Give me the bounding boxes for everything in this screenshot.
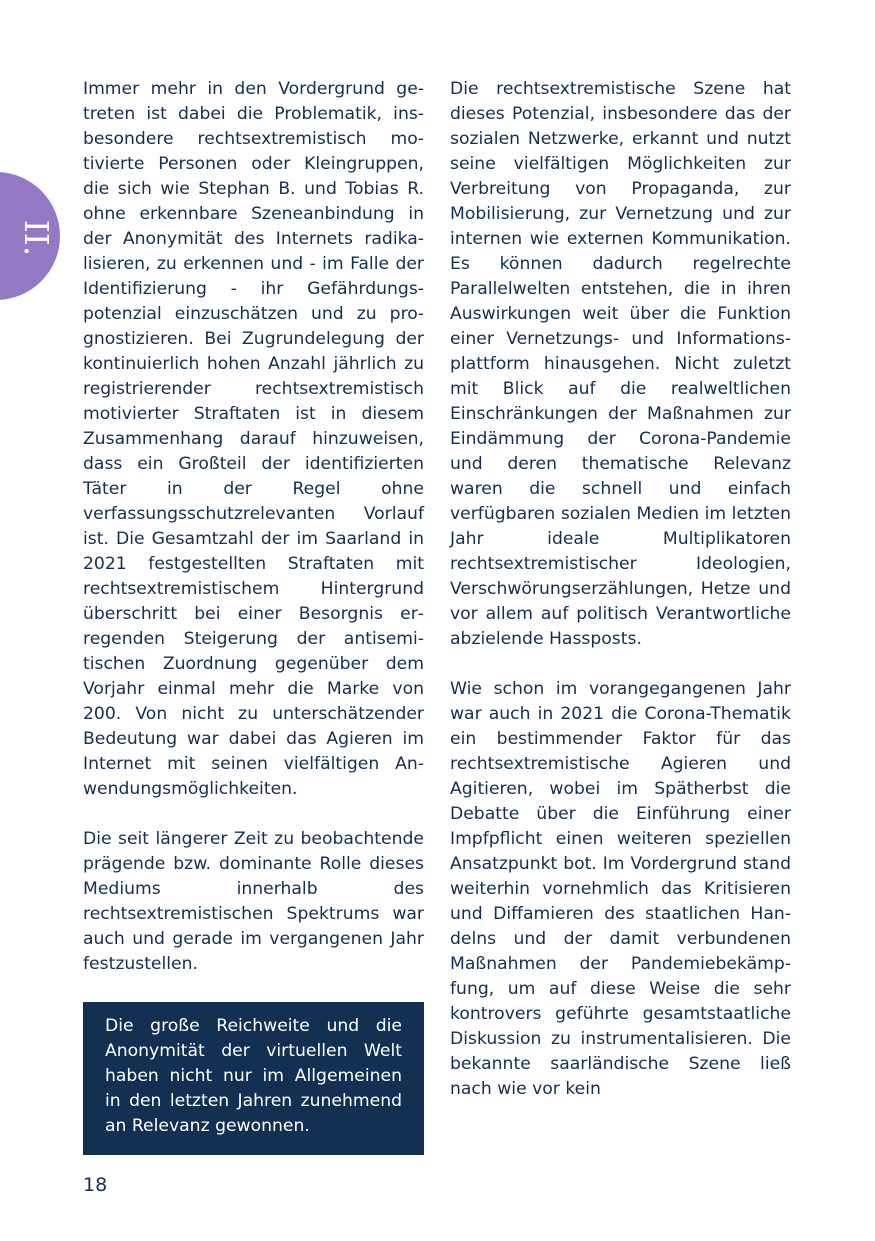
left-column [83,77,424,1155]
highlight-box [83,1002,424,1155]
body-paragraph: Die rechtsextremistische Szene hat dieses Potenzial, insbesondere das der sozialen Netzwerke, erkannt und nutzt seine vielfältigen Möglichkeiten zur Verbreitung von Propaganda, zur Mobilisierung, zur Vernetzung und zur internen wie externen Kommunikation. Es können dadurch regelrechte Parallelwelten entstehen, die in ihren Auswirkungen weit über die Funktion einer Vernetzungs- und Informationsplattform hinausgehen. Nicht zuletzt mit Blick auf die realweltlichen Einschränkungen der Maßnahmen zur Eindämmung der Corona-Pandemie und deren thematische Relevanz waren die schnell und einfach verfügbaren sozialen Medien im letzten Jahr ideale Multiplikatoren rechtsextremistischer Ideologien, Verschwörungserzählungen, Hetze und vor allem auf politisch Verantwortliche abzielende Hassposts. [450,79,791,649]
page-number: 18 [83,1174,108,1196]
right-column [450,77,791,1102]
chapter-marker: II. [17,219,56,257]
body-paragraph: Wie schon im vorangegangenen Jahr war auch in 2021 die Corona-Thematik ein bestimmender Faktor für das rechtsextremistische Agieren und Agitieren, wobei im Spätherbst die Debatte über die Einführung einer Impfpflicht einen weiteren speziellen Ansatzpunkt bot. Im Vordergrund stand weiterhin vornehmlich das Kritisieren und Diffamieren des staatlichen Handelns und der damit verbundenen Maßnahmen der Pandemiebekämpfung, um auf diese Weise die sehr kontrovers geführte gesamtstaatliche Diskussion zu instrumentalisieren. Die bekannte saarländische Szene ließ nach wie vor kein [450,679,791,1099]
highlight-box-text: Die große Reichweite und die Anonymität der virtuellen Welt haben nicht nur im Allgemeinen in den letzten Jahren zunehmend an Relevanz gewonnen. [105,1016,402,1136]
body-paragraph: Immer mehr in den Vordergrund getreten ist dabei die Problematik, insbesondere rechtsextremistisch motivierte Personen oder Kleingruppen, die sich wie Stephan B. und Tobias R. ohne erkennbare Szeneanbindung in der Anonymität des Internets radikalisieren, zu erkennen und - im Falle der Identifizierung - ihr Gefährdungspotenzial einzuschätzen und zu prognostizieren. Bei Zugrundelegung der kontinuierlich hohen Anzahl jährlich zu registrierender rechtsextremistisch motivierter Straftaten ist in diesem Zusammenhang darauf hinzuweisen, dass ein Großteil der identifizierten Täter in der Regel ohne verfassungsschutzrelevanten Vorlauf ist. Die Gesamtzahl der im Saarland in 2021 festgestellten Straftaten mit rechtsextremistischem Hintergrund überschritt bei einer Besorgnis erregenden Steigerung der antisemitischen Zuordnung gegenüber dem Vorjahr einmal mehr die Marke von 200. Von nicht zu unterschätzender Bedeutung war dabei das Agieren im Internet mit seinen vielfältigen Anwendungsmöglichkeiten. [83,79,424,799]
body-paragraph: Die seit längerer Zeit zu beobachtende prägende bzw. dominante Rolle dieses Mediums innerhalb des rechtsextremistischen Spektrums war auch und gerade im vergangenen Jahr festzustellen. [83,829,424,974]
